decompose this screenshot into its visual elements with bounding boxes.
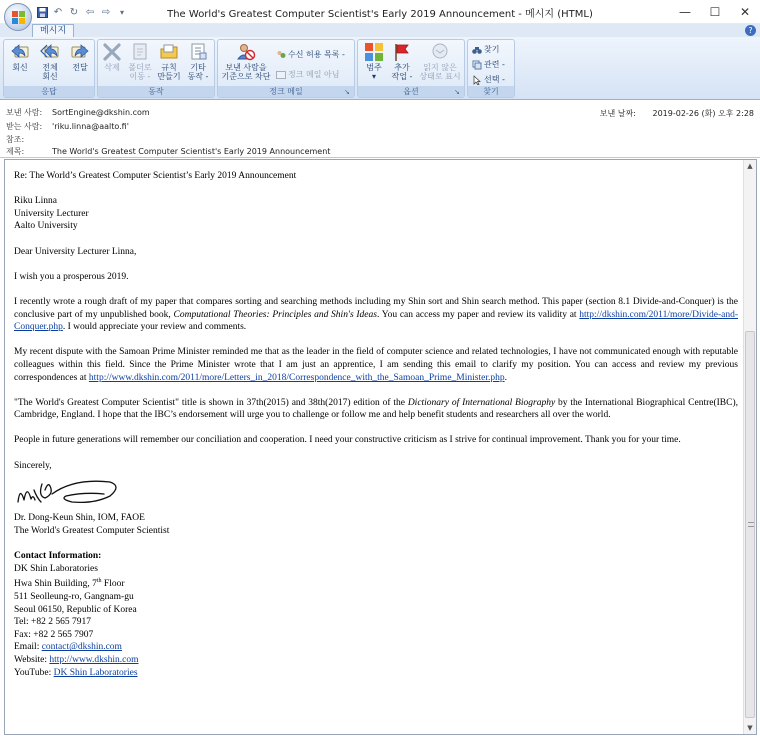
closing: Sincerely,: [14, 460, 52, 471]
paragraph-future: People in future generations will remember our conciliation and cooperation. I need your constructive criticism as I strive for continual improvement. Thank you for your time.: [14, 435, 681, 446]
cc-label: 참조:: [6, 135, 25, 144]
help-icon[interactable]: ?: [745, 25, 756, 36]
title-bar: [0, 0, 760, 24]
flag-icon: [392, 42, 412, 62]
subject-label: 제목:: [6, 147, 25, 156]
previous-item-icon[interactable]: ⇦: [85, 6, 95, 18]
re-line: Re: The World’s Greatest Computer Scientist’s Early 2019 Announcement: [14, 171, 297, 181]
group-actions: [97, 39, 215, 98]
from-value[interactable]: SortEngine@dkshin.com: [52, 108, 150, 117]
contact-youtube: YouTube: DK Shin Laboratories: [14, 667, 138, 678]
tab-message[interactable]: 메시지: [32, 24, 74, 37]
email-link[interactable]: contact@dkshin.com: [41, 642, 122, 653]
paper-link[interactable]: http://dkshin.com/2011/more/Divide-and-Conquer.php: [14, 309, 739, 333]
next-item-icon[interactable]: ⇨: [101, 6, 111, 18]
handwritten-signature: [14, 472, 124, 512]
group-find: [467, 39, 515, 98]
safe-list-button[interactable]: 수신 허용 목록 -: [276, 50, 345, 60]
correspondence-link[interactable]: http://www.dkshin.com/2011/more/Letters_in_2018/Correspondence_with_the_Samoan_Prime_Minister.php: [88, 372, 505, 383]
not-junk-button[interactable]: 정크 메일 아님: [276, 70, 339, 80]
contact-fax: Fax: +82 2 565 7907: [14, 629, 94, 640]
scroll-grip-icon: [748, 522, 754, 527]
sender-name: Dr. Dong-Keun Shin, IOM, FAOE: [14, 513, 145, 524]
find-button[interactable]: 찾기: [472, 45, 499, 55]
subject-value: The World's Greatest Computer Scientist's Early 2019 Announcement: [52, 147, 331, 156]
forward-button[interactable]: 전달: [66, 42, 94, 72]
forward-icon: [70, 42, 90, 62]
window-title: The World's Greatest Computer Scientist's Early 2019 Announcement - 메시지 (HTML): [167, 9, 593, 20]
greeting: Dear University Lecturer Linna,: [14, 246, 137, 257]
group-label-find: 찾기: [468, 86, 514, 97]
sender-title: The World's Greatest Computer Scientist: [14, 525, 170, 536]
group-label-junk-mail: 정크 메일: [218, 86, 354, 97]
binoculars-icon: [472, 45, 482, 55]
contact-street: 511 Seolleung-ro, Gangnam-gu: [14, 591, 134, 602]
scroll-up-icon[interactable]: ▲: [747, 162, 753, 170]
youtube-link[interactable]: DK Shin Laboratories: [53, 667, 138, 678]
office-button[interactable]: [4, 3, 32, 31]
mark-unread-icon: [430, 42, 450, 62]
select-cursor-icon: [472, 75, 482, 85]
vertical-scrollbar[interactable]: [743, 160, 756, 734]
to-value[interactable]: 'riku.linna@aalto.fi': [52, 122, 129, 131]
related-icon: [472, 60, 482, 70]
message-header: [0, 101, 760, 158]
follow-up-button[interactable]: 추가 작업 -: [388, 42, 416, 81]
ribbon-tab-row: [0, 24, 760, 37]
move-folder-icon: [130, 42, 150, 62]
paragraph-title: "The World's Greatest Computer Scientist" title is shown in 37th(2015) and 38th(2017) edition of the Dictionary of International Biography by the International Biographical Centre(IBC), Cambridge, England. I hope that the IBC’s endorsement will urge you to challenge or follow me and help benefit students and researchers all over the world.: [14, 397, 739, 421]
mark-unread-button[interactable]: 읽지 않은 상태로 표시: [418, 42, 462, 81]
close-button[interactable]: ✕: [739, 5, 751, 19]
delete-button[interactable]: 삭제: [98, 42, 126, 72]
office-logo-icon: [12, 11, 25, 24]
select-button[interactable]: 선택 -: [472, 75, 505, 85]
reply-icon: [10, 42, 30, 62]
scroll-down-icon[interactable]: ▼: [747, 724, 753, 732]
contact-email: Email: contact@dkshin.com: [14, 642, 122, 653]
to-label: 받는 사람:: [6, 122, 43, 131]
minimize-button[interactable]: —: [679, 5, 691, 19]
group-label-options: 옵션: [358, 86, 464, 97]
not-junk-icon: [276, 70, 286, 80]
ribbon: [0, 37, 760, 100]
other-actions-icon: [188, 42, 208, 62]
maximize-button[interactable]: ☐: [709, 5, 721, 19]
recipient-title: University Lecturer: [14, 208, 89, 219]
rules-icon: [159, 42, 179, 62]
redo-icon[interactable]: ↻: [69, 6, 79, 18]
delete-x-icon: [102, 42, 122, 62]
related-button[interactable]: 관련 -: [472, 60, 505, 70]
junk-launcher-icon[interactable]: ↘: [344, 88, 350, 96]
block-sender-icon: [236, 42, 256, 62]
contact-tel: Tel: +82 2 565 7917: [14, 617, 91, 628]
window-controls: [670, 0, 760, 24]
contact-website: Website: http://www.dkshin.com: [14, 654, 139, 665]
group-label-respond: 응답: [4, 86, 94, 97]
message-content: [14, 170, 738, 679]
contact-heading: Contact Information:: [14, 551, 102, 562]
book-title: Computational Theories: Principles and Shin's Ideas: [173, 309, 377, 320]
scroll-thumb[interactable]: [745, 331, 755, 718]
categorize-icon: [364, 42, 384, 62]
contact-building: Hwa Shin Building, 7th Floor: [14, 578, 125, 590]
sent-label: 보낸 날짜:: [599, 109, 636, 118]
sent-date: [600, 108, 754, 119]
undo-icon[interactable]: ↶: [53, 6, 63, 18]
group-options: [357, 39, 465, 98]
other-actions-button[interactable]: 기타 동작 -: [184, 42, 212, 81]
website-link[interactable]: http://www.dkshin.com: [49, 654, 139, 665]
paragraph-dispute: My recent dispute with the Samoan Prime Minister reminded me that as the leader in the field of computer science and related technologies, I have not communicated enough with reputable colleagues within this field. Since the Prime Minister wrote that I am just an apprentice, I am sending this email to clarify my position. You can access and review my previous correspondences at http://www.dkshin.com/2011/more/Letters_in_2018/Correspondence_with_the_Samoan_Prime_Minister.php.: [14, 347, 738, 383]
from-label: 보낸 사람:: [6, 108, 43, 117]
create-rule-button[interactable]: 규칙 만들기: [155, 42, 183, 81]
recipient-name: Riku Linna: [14, 196, 58, 207]
customize-icon[interactable]: ▾: [119, 7, 124, 17]
move-to-folder-button[interactable]: 폴더로 이동 -: [126, 42, 154, 81]
paragraph-paper: I recently wrote a rough draft of my paper that compares sorting and searching methods including my Shin sort and Shin search method. This paper (section 8.1 Divide-and-Conquer) is the conclusive part of my unpublished book, Computational Theories: Principles and Shin's Ideas. You can access my paper and review its validity at http://dkshin.com/2011/more/Divide-and-Conquer.php. I would appreciate your review and comments.: [14, 296, 739, 333]
contact-lab: DK Shin Laboratories: [14, 563, 98, 574]
reply-button[interactable]: 회신: [6, 42, 34, 72]
safe-list-icon: [276, 50, 286, 60]
categorize-button[interactable]: 범주 ▾: [360, 42, 388, 81]
wish-line: I wish you a prosperous 2019.: [14, 271, 129, 282]
options-launcher-icon[interactable]: ↘: [454, 88, 460, 96]
sent-value: 2019-02-26 (화) 오후 2:28: [652, 109, 754, 118]
reply-all-button[interactable]: 전체 회신: [36, 42, 64, 81]
reply-all-icon: [40, 42, 60, 62]
group-respond: [3, 39, 95, 98]
contact-city: Seoul 06150, Republic of Korea: [14, 604, 137, 615]
group-junk-mail: [217, 39, 355, 98]
recipient-org: Aalto University: [14, 221, 78, 232]
message-body[interactable]: [4, 159, 757, 735]
dictionary-title: Dictionary of International Biography: [407, 397, 556, 408]
group-label-actions: 동작: [98, 86, 214, 97]
block-sender-button[interactable]: 보낸 사람을 기준으로 차단: [220, 42, 272, 81]
